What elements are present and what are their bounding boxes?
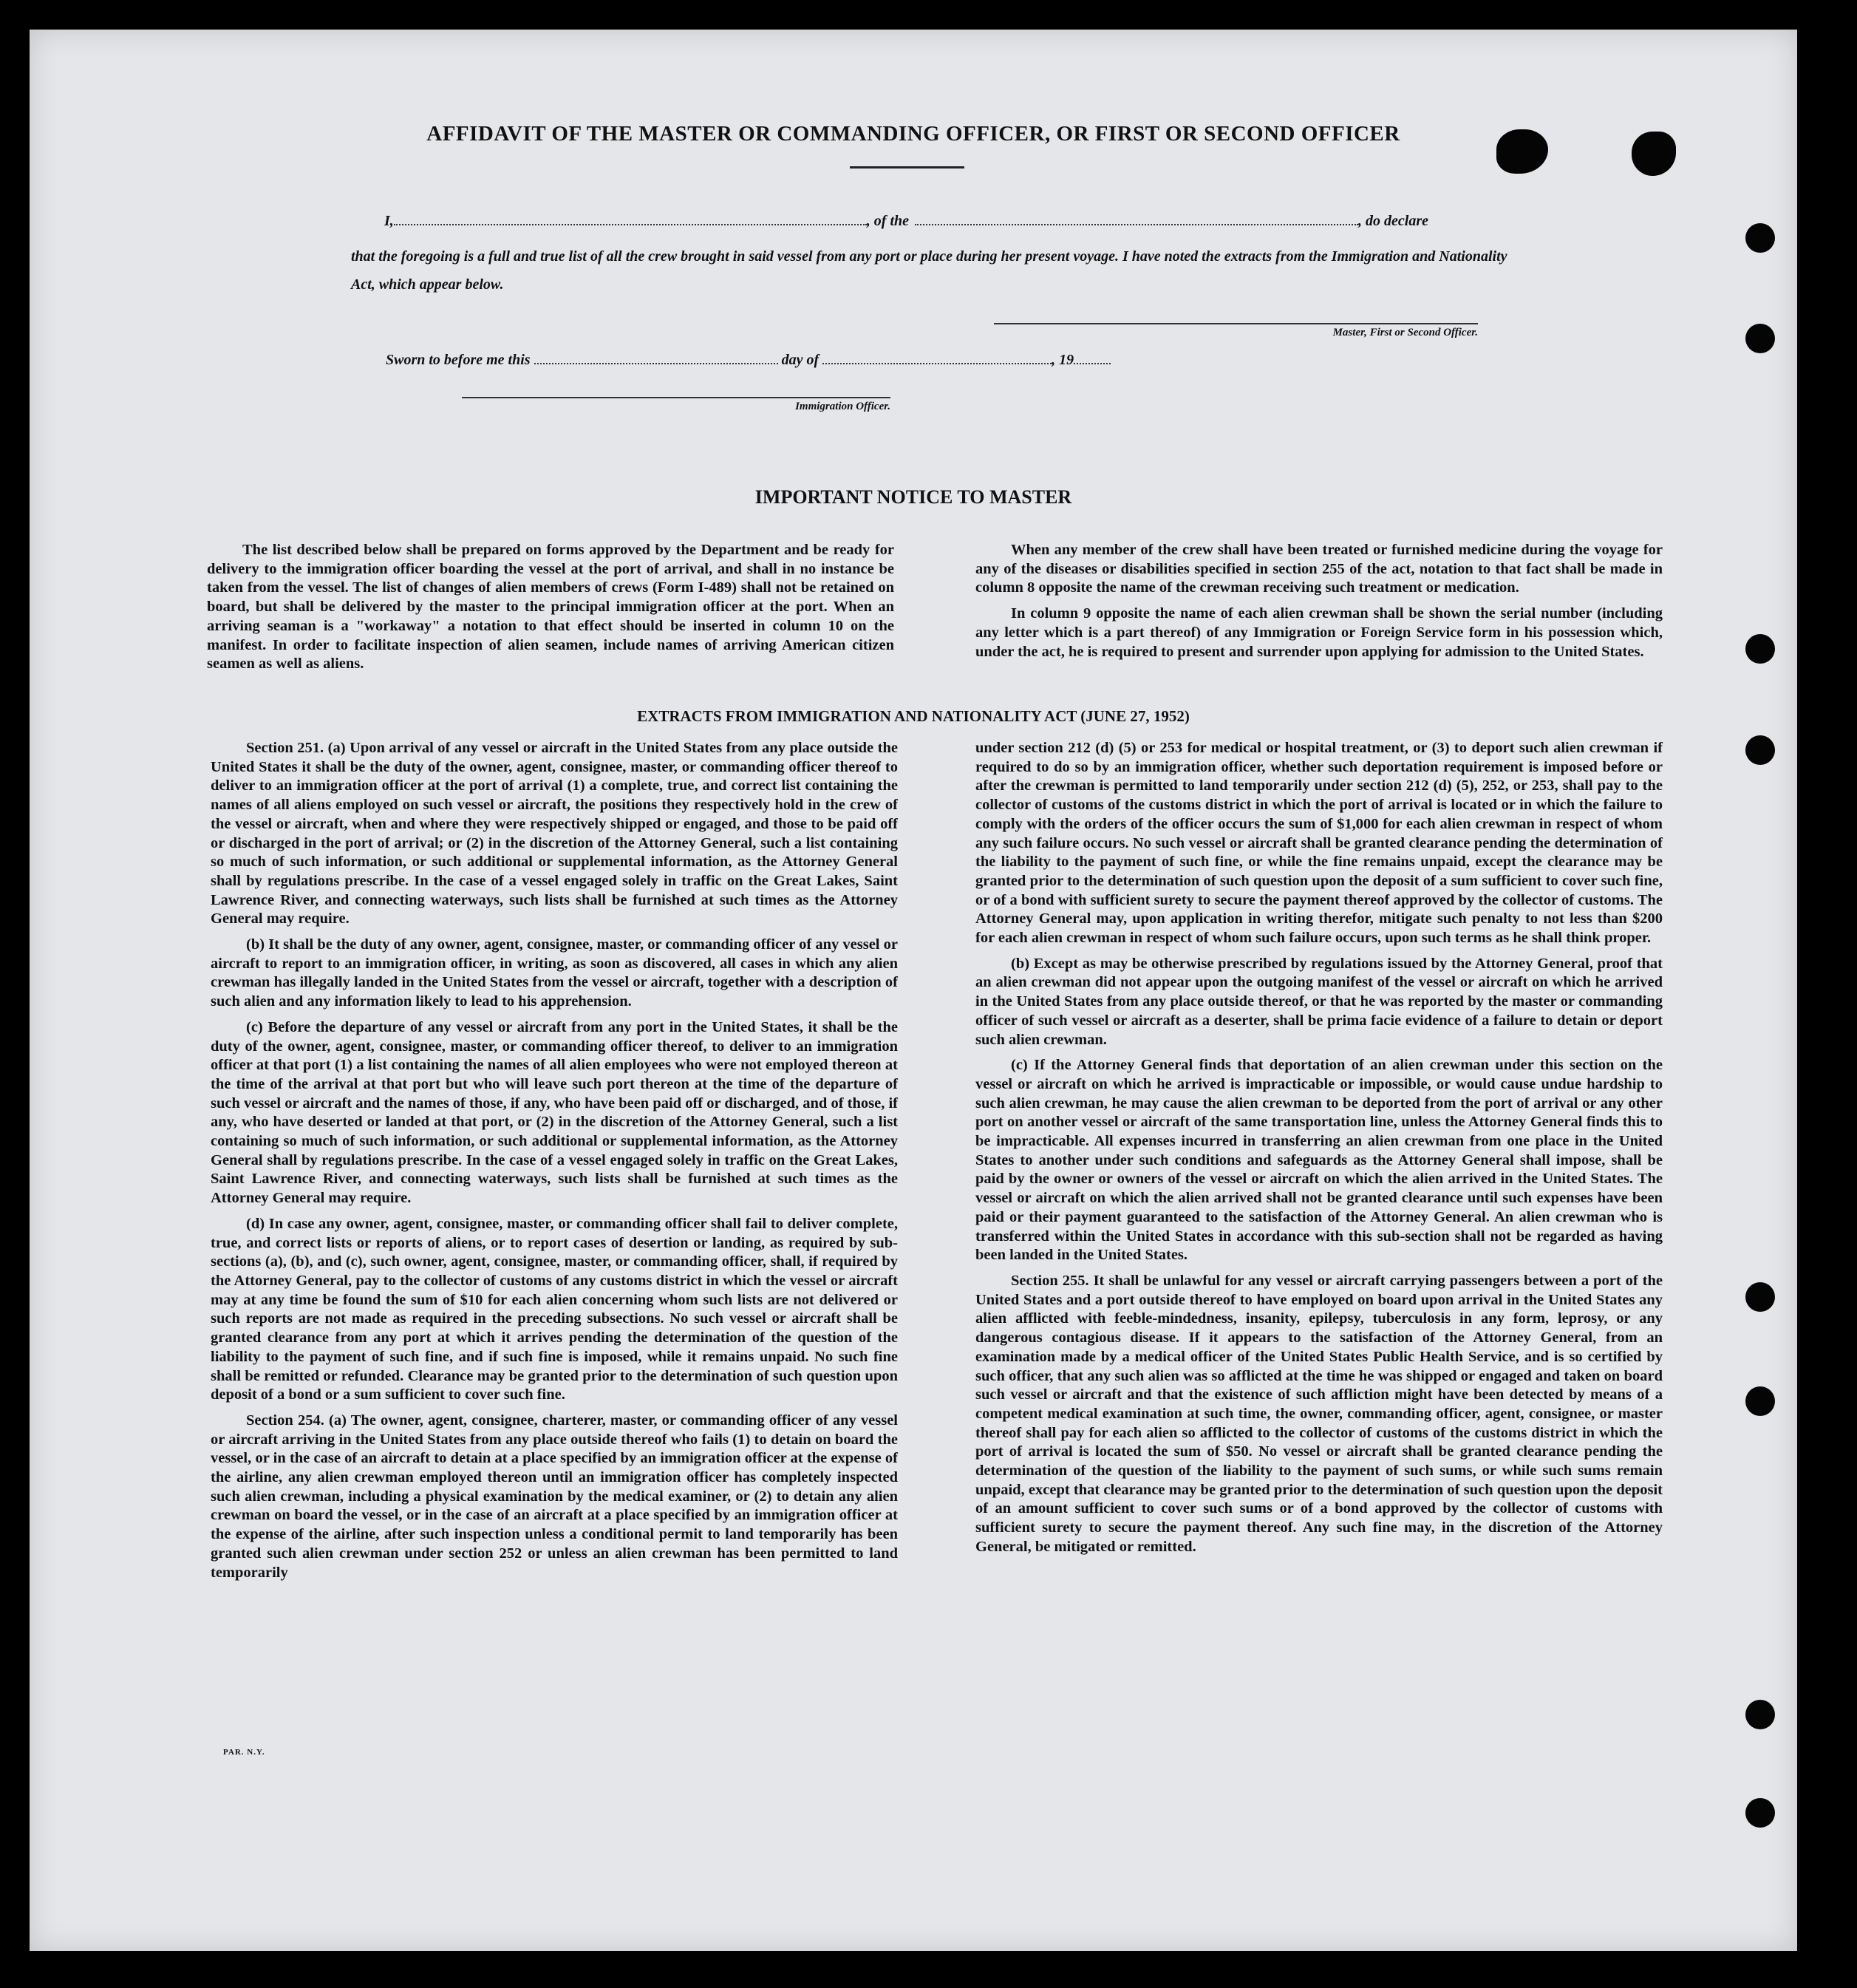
section-251-b: (b) It shall be the duty of any owner, agent, consignee, master, or commanding officer of any vessel or aircraft to report to an immigration officer, in writing, as soon as discovered, all cases in which any alien crewman has illegally landed in the United States from the vessel or aircraft, together with a description of such alien and any information likely to lead to his apprehension. bbox=[211, 936, 898, 1010]
sworn-month-field[interactable] bbox=[822, 363, 1052, 364]
notice-heading: IMPORTANT NOTICE TO MASTER bbox=[754, 486, 1072, 508]
form-sheet bbox=[30, 30, 1797, 1951]
section-251-d: (d) In case any owner, agent, consignee, master, or commanding officer shall fail to deliver complete, true, and correct lists or reports of aliens, or to report cases of desertion or landing, as required by sub-sections (a), (b), and (c), such owner, agent, consignee, master, or commanding officer, shall, if required by the Attorney General, pay to the collector of customs of any customs district in which the vessel or aircraft may at any time be found the sum of $10 for each alien concerning whom such lists are not delivered or such reports are not made as required in the preceding subsections. No such vessel or aircraft shall be granted clearance from any port at which it arrives pending the determination of the question of the liability to the payment of such fine, and if such fine is imposed, while it remains unpaid. No such fine shall be remitted or refunded. Clearance may be granted prior to the determination of such question upon deposit of a bond or a sum sufficient to cover such fine. bbox=[211, 1215, 898, 1403]
section-251-a: Section 251. (a) Upon arrival of any vessel or aircraft in the United States from any place outside the United States it shall be the duty of the owner, agent, consignee, master, or commanding officer thereof to deliver to an immigration officer at the port of arrival (1) a complete, true, and correct list containing the names of all aliens employed on such vessel or aircraft, the positions they respectively hold in the crew of the vessel or aircraft, when and where they were respectively shipped or engaged, and those to be paid off or discharged in the port of arrival; or (2) in the discretion of the Attorney General, such a list containing so much of such information, or such additional or supplemental information, as the Attorney General shall by regulations prescribe. In the case of a vessel engaged solely in traffic on the Great Lakes, Saint Lawrence River, and connecting waterways, such lists shall be furnished at such times as the Attorney General may require. bbox=[211, 740, 898, 927]
section-254-b: (b) Except as may be otherwise prescribed by regulations issued by the Attorney General, proof that an alien crewman did not appear upon the outgoing manifest of the vessel or aircraft on which he arrived in the United States from any place outside thereof, or that he was reported by the master or commanding officer of such vessel or aircraft as a deserter, shall be prima facie evidence of a failure to detain or deport such alien crewman. bbox=[975, 955, 1663, 1048]
title-rule bbox=[850, 166, 964, 168]
binder-hole bbox=[1745, 1282, 1775, 1312]
i-label: I, bbox=[384, 213, 394, 229]
signature-caption: Master, First or Second Officer. bbox=[1332, 327, 1478, 338]
section-251-c: (c) Before the departure of any vessel or aircraft from any port in the United States, it shall be the duty of the owner, agent, consignee, master, or commanding officer thereof, to deliver to an immigration officer at that port (1) a list containing the names of all alien employees who were not employed thereon at the time of the arrival at that port but who will leave such port thereon at the time of the departure of such vessel or aircraft and the names of those, if any, who have been paid off or discharged, and of those, if any, who have deserted or landed at that port, or (2) in the discretion of the Attorney General, such a list containing so much of such information, or such additional or supplemental information, as the Attorney General shall by regulations prescribe. In the case of a vessel engaged solely in traffic on the Great Lakes, Saint Lawrence River, and connecting waterways, such lists shall be furnished at such times as the Attorney General may require. bbox=[211, 1018, 898, 1207]
extracts-heading: EXTRACTS FROM IMMIGRATION AND NATIONALITY ACT (JUNE 27, 1952) bbox=[637, 707, 1190, 725]
extracts-right-column bbox=[975, 739, 1663, 1564]
extracts-left-column bbox=[211, 739, 898, 1589]
immigration-officer-caption: Immigration Officer. bbox=[795, 401, 890, 412]
vessel-field[interactable] bbox=[915, 224, 1358, 225]
notice-left-column bbox=[207, 541, 894, 681]
immigration-officer-field[interactable] bbox=[462, 397, 890, 398]
punch-hole-mark bbox=[1496, 129, 1548, 174]
notice-paragraph: When any member of the crew shall have been treated or furnished medicine during the voyage for any of the diseases or disabilities specified in section 255 of the act, notation to that fact shall be made in column 8 opposite the name of the crewman receiving such treatment or medication. bbox=[975, 542, 1663, 596]
sworn-label: Sworn to before me this bbox=[386, 352, 531, 368]
signature-field[interactable] bbox=[994, 323, 1478, 324]
binder-hole bbox=[1745, 223, 1775, 253]
binder-hole bbox=[1745, 735, 1775, 765]
notice-right-column bbox=[975, 541, 1663, 668]
binder-hole bbox=[1745, 1798, 1775, 1828]
day-of-label: day of bbox=[781, 352, 820, 368]
section-254-c: (c) If the Attorney General finds that deportation of an alien crewman under this section on the vessel or aircraft on which he arrived is impracticable or impossible, or would cause undue hardship to such alien crewman, he may cause the alien crewman to be deported from the port of arrival or any other port on another vessel or aircraft of the same transportation line, unless the Attorney General finds this to be impracticable. All expenses incurred in transferring an alien crewman from one place in the United States to another under such conditions and safeguards as the Attorney General shall impose, shall be paid by the owner or owners of the vessel or aircraft on which the alien arrived in the United States. The vessel or aircraft on which the alien arrived shall not be granted clearance until such expenses have been paid or their payment guaranteed to the satisfaction of the Attorney General. An alien crewman who is transferred within the United States in accordance with this sub-section shall not be regarded as having been landed in the United States. bbox=[975, 1057, 1663, 1264]
sworn-line bbox=[386, 352, 1272, 369]
declaration-line bbox=[384, 213, 1507, 230]
sworn-year-field[interactable] bbox=[1074, 363, 1111, 364]
name-field[interactable] bbox=[394, 224, 867, 225]
of-the-label: , of the bbox=[866, 213, 910, 229]
year-label: , 19 bbox=[1052, 352, 1074, 368]
binder-hole bbox=[1745, 324, 1775, 353]
declaration-body: that the foregoing is a full and true list of all the crew brought in said vessel from any port or place during her present voyage. I have noted the extracts from the Immigration and Nationality Act, which appear below. bbox=[351, 248, 1507, 293]
section-254-a: Section 254. (a) The owner, agent, consignee, charterer, master, or commanding officer of any vessel or aircraft arriving in the United States from any place outside thereof who fails (1) to detain on board the vessel, or in the case of an aircraft to detain at a place specified by an immigration officer at the expense of the airline, any alien crewman employed thereon until an immigration officer has completely inspected such alien crewman, including a physical examination by the medical examiner, or (2) to detain any alien crewman on board the vessel, or in the case of an aircraft at a place specified by an immigration officer at the expense of the airline, after such inspection unless a conditional permit to land temporarily has been granted such alien crewman under section 252 or unless an alien crewman has been permitted to land temporarily bbox=[211, 1412, 898, 1581]
sworn-day-field[interactable] bbox=[534, 363, 778, 364]
binder-hole bbox=[1745, 1386, 1775, 1416]
punch-hole-mark bbox=[1632, 132, 1676, 176]
section-254-a-continued: under section 212 (d) (5) or 253 for medical or hospital treatment, or (3) to deport such alien crewman if required to do so by an immigration officer, whether such deportation requirement is imposed before or after the crewman is permitted to land temporarily under section 212 (d) (5), 252, or 253, shall pay to the collector of customs of the customs district in which the port of arrival is located or in which the failure to comply with the orders of the officer occurs the sum of $1,000 for each alien crewman in respect of whom any such failure occurs. No such vessel or aircraft shall be granted clearance pending the determination of the liability to the payment of such fine, or while the fine remains unpaid, except the clearance may be granted prior to the determination of such question upon the deposit of a sum sufficient to cover such fine, or of a bond with sufficient surety to secure the payment thereof approved by the collector of customs. The Attorney General may, upon application in writing therefor, mitigate such penalty to not less than $200 for each alien crewman in respect of whom such failure occurs, upon such terms as he shall think proper. bbox=[975, 740, 1663, 947]
notice-paragraph: The list described below shall be prepared on forms approved by the Department and be ready for delivery to the immigration officer boarding the vessel at the port of arrival, and shall in no instance be taken from the vessel. The list of changes of alien members of crews (Form I-489) shall not be retained on board, but shall be delivered by the master to the principal immigration officer at the port. When an arriving seaman is a "workaway" a notation to that effect should be inserted in column 10 on the manifest. In order to facilitate inspection of alien seamen, include names of arriving American citizen seamen as well as aliens. bbox=[207, 542, 894, 673]
binder-hole bbox=[1745, 634, 1775, 664]
printer-mark: PAR. N.Y. bbox=[223, 1748, 265, 1757]
do-declare-label: , do declare bbox=[1358, 213, 1428, 229]
affidavit-title: AFFIDAVIT OF THE MASTER OR COMMANDING OFFICER, OR FIRST OR SECOND OFFICER bbox=[426, 122, 1400, 146]
section-255: Section 255. It shall be unlawful for any vessel or aircraft carrying passengers between a port of the United States and a port outside thereof to have employed on board upon arrival in the United States any alien afflicted with feeble-mindedness, insanity, epilepsy, tuberculosis in any form, leprosy, or any dangerous contagious disease. If it appears to the satisfaction of the Attorney General, from an examination made by a medical officer of the United States Public Health Service, and is so certified by such officer, that any such alien was so afflicted at the time he was shipped or engaged and taken on board such vessel or aircraft and that the existence of such affliction might have been detected by means of a competent medical examination at such time, the owner, commanding officer, agent, consignee, or master thereof shall pay for each alien so afflicted to the collector of customs of the customs district in which the port of arrival is located the sum of $50. No vessel or aircraft shall be granted clearance pending the determination of the question of the liability to the payment of such sums, or while such sums remain unpaid, except that clearance may be granted prior to the determination of such question upon the deposit of an amount sufficient to cover such sums or of a bond approved by the collector of customs with sufficient surety to secure the payment thereof. Any such fine may, in the discretion of the Attorney General, be mitigated or remitted. bbox=[975, 1272, 1663, 1555]
notice-paragraph: In column 9 opposite the name of each alien crewman shall be shown the serial number (including any letter which is a part thereof) of any Immigration or Foreign Service form in his possession which, under the act, he is required to present and surrender upon applying for admission to the United States. bbox=[975, 605, 1663, 660]
binder-hole bbox=[1745, 1700, 1775, 1729]
